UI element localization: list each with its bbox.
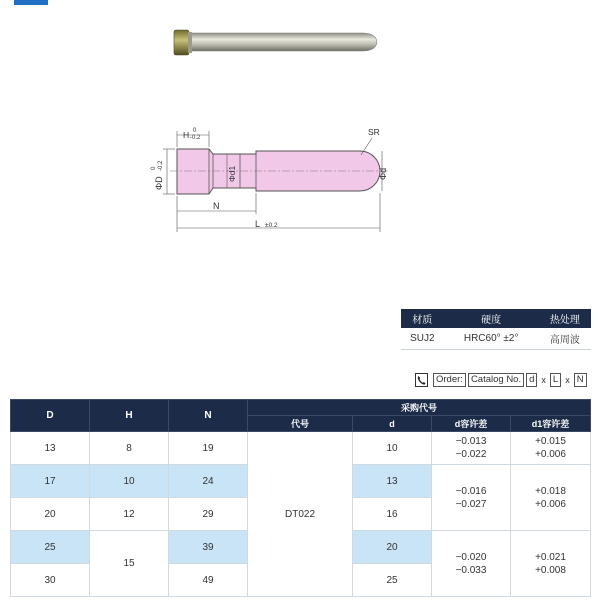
cell-N: 49	[169, 564, 248, 597]
cell-d: 20	[353, 531, 432, 564]
col-N-header: N	[169, 400, 248, 432]
order-n-box: N	[574, 373, 587, 387]
cell-d-tol	[432, 432, 511, 465]
d-tol-lower: −0.033	[455, 564, 487, 576]
d1-tol-subheader: d1容许差	[511, 416, 591, 432]
times-sign: x	[541, 374, 546, 385]
d-tol-upper: −0.016	[455, 485, 487, 497]
cell-N: 39	[169, 531, 248, 564]
d1-tol-lower: +0.006	[535, 449, 566, 460]
cell-D: 20	[11, 498, 90, 531]
h-tol-upper: 0	[193, 128, 197, 134]
cell-N: 19	[169, 432, 248, 465]
phi-d-label: Φd	[378, 167, 388, 180]
cell-H: 12	[90, 498, 169, 531]
cell-d-tol	[432, 465, 511, 531]
dimension-table	[10, 399, 591, 597]
technical-drawing	[0, 0, 600, 240]
col-D-header: D	[11, 400, 90, 432]
order-l-box: L	[550, 373, 561, 387]
phi-D-tol-lower: -0.2	[158, 160, 164, 171]
material-table	[401, 309, 591, 350]
h-tol-lower: -0.2	[190, 135, 201, 141]
material-value: SUJ2	[401, 328, 444, 350]
hardness-value: HRC60° ±2°	[444, 328, 539, 350]
order-label: Order:	[433, 373, 466, 387]
d-tol-upper: −0.013	[455, 436, 487, 447]
l-label: L	[255, 219, 261, 229]
cell-d1-tol	[511, 531, 591, 597]
cell-N: 29	[169, 498, 248, 531]
cell-D: 30	[11, 564, 90, 597]
cell-D: 13	[11, 432, 90, 465]
heat-treatment-header: 热处理	[539, 309, 591, 328]
cell-d: 25	[353, 564, 432, 597]
cell-H: 15	[90, 531, 169, 597]
times-sign: x	[565, 374, 570, 385]
d1-tol-upper: +0.021	[535, 551, 566, 563]
l-tol: ±0.2	[265, 222, 278, 229]
sr-label: SR	[368, 127, 380, 137]
cell-d1-tol	[511, 432, 591, 465]
col-H-header: H	[90, 400, 169, 432]
cell-d1-tol	[511, 465, 591, 531]
heat-treatment-value: 高周波	[539, 328, 591, 350]
order-line	[415, 372, 588, 387]
pin-outline	[177, 149, 380, 194]
d-tol-subheader: d容许差	[432, 416, 511, 432]
cell-N: 24	[169, 465, 248, 498]
n-label: N	[213, 201, 220, 211]
phi-D-label: ΦD	[154, 176, 164, 190]
code-subheader: 代号	[248, 416, 353, 432]
d-subheader: d	[353, 416, 432, 432]
d1-tol-lower: +0.006	[535, 498, 566, 510]
cell-D: 17	[11, 465, 90, 498]
cell-d: 10	[353, 432, 432, 465]
order-d-box: d	[526, 373, 537, 387]
phi-D-tol-upper: 0	[151, 166, 157, 170]
cell-H: 10	[90, 465, 169, 498]
d1-tol-lower: +0.008	[535, 564, 566, 576]
d-tol-lower: −0.022	[455, 449, 487, 460]
d-tol-upper: −0.020	[455, 551, 487, 563]
cell-d-tol	[432, 531, 511, 597]
d1-tol-upper: +0.018	[535, 485, 566, 497]
h-label: H	[183, 130, 190, 140]
material-header: 材质	[401, 309, 444, 328]
hardness-header: 硬度	[444, 309, 539, 328]
d1-tol-upper: +0.015	[535, 436, 566, 447]
phone-icon	[415, 373, 428, 387]
cell-d: 16	[353, 498, 432, 531]
cell-H: 8	[90, 432, 169, 465]
cell-d: 13	[353, 465, 432, 498]
cell-D: 25	[11, 531, 90, 564]
purchase-code-header: 采购代号	[248, 400, 591, 416]
table-row	[11, 432, 591, 465]
d-tol-lower: −0.027	[455, 498, 487, 510]
cell-code: DT022	[248, 432, 353, 597]
phi-d1-label: Φd1	[227, 165, 237, 182]
catalog-no-box: Catalog No.	[468, 373, 524, 387]
